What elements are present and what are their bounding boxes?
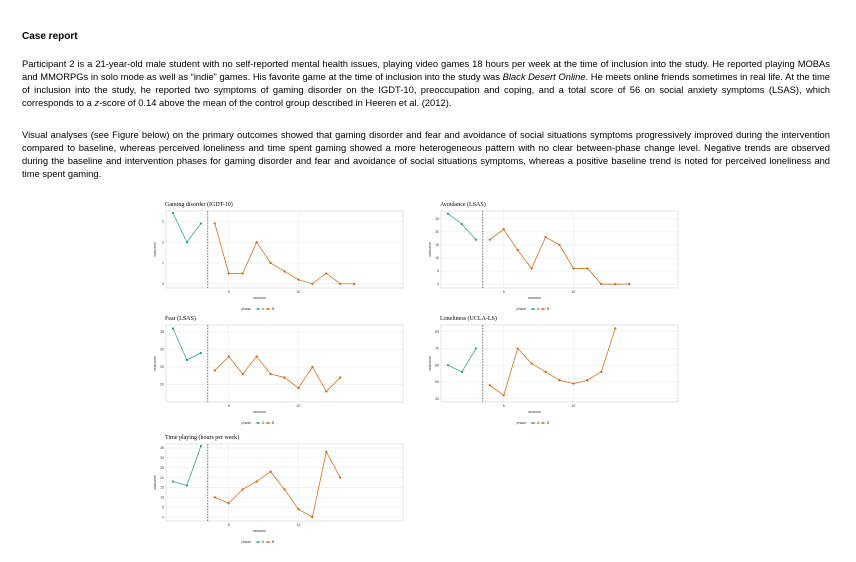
data-point-B <box>339 476 341 478</box>
paragraph-intro-part3: -score of 0.14 above the mean of the control group described in Heeren et al. (2012). <box>99 97 452 108</box>
data-point-A <box>447 364 449 366</box>
y-tick-label: 20 <box>435 230 439 235</box>
data-point-B <box>558 379 560 381</box>
legend-title: phase <box>516 421 527 426</box>
y-tick-label: 25 <box>160 365 164 370</box>
chart-svg <box>418 198 693 316</box>
data-point-A <box>461 371 463 373</box>
z-symbol: z <box>94 97 100 108</box>
legend-title: phase <box>516 307 527 312</box>
data-point-A <box>172 327 174 329</box>
legend-point-A <box>257 422 259 424</box>
data-point-B <box>325 390 327 392</box>
y-tick-label: 1 <box>162 261 164 266</box>
plot-area <box>441 325 678 402</box>
data-point-B <box>339 283 341 285</box>
legend-point-B <box>542 422 544 424</box>
paragraph-intro <box>22 57 830 109</box>
y-axis-label: outcome <box>428 242 432 257</box>
legend-label: B <box>272 421 275 426</box>
chart-title: Time playing (hours per week) <box>165 435 240 441</box>
x-tick-label: 5 <box>502 290 505 294</box>
legend-label: A <box>537 307 540 312</box>
y-tick-label: 80 <box>435 329 439 334</box>
data-point-A <box>186 484 188 486</box>
data-point-B <box>242 488 244 490</box>
y-tick-label: 50 <box>435 380 439 385</box>
data-point-A <box>186 241 188 243</box>
data-point-B <box>228 502 230 504</box>
chart-title: Loneliness (UCLA-LS) <box>440 316 497 322</box>
legend-label: A <box>262 421 265 426</box>
y-tick-label: 40 <box>435 396 439 401</box>
x-tick-label: 5 <box>227 523 230 527</box>
y-tick-label: 10 <box>160 495 164 500</box>
data-point-B <box>325 451 327 453</box>
data-point-B <box>283 376 285 378</box>
game-title: Black Desert Online <box>502 71 586 82</box>
x-tick-label: 10 <box>296 404 301 408</box>
legend-point-B <box>267 541 269 543</box>
data-point-B <box>269 471 271 473</box>
data-point-B <box>558 244 560 246</box>
paragraph-intro-part1: Participant 2 is a 21-year-old male student with no self-reported mental health issues, playing video games 18 hours per week at the time of inclusion into the study. He reported playing MOBAs and MMORPGs in solo mode as well as “indie” games. His favorite game at the time of inclusion into the study was <box>22 58 830 82</box>
x-tick-label: 5 <box>502 404 505 408</box>
data-point-B <box>297 279 299 281</box>
data-point-B <box>489 239 491 241</box>
data-point-B <box>600 371 602 373</box>
data-point-A <box>200 222 202 224</box>
data-point-B <box>214 496 216 498</box>
legend-label: A <box>537 421 540 426</box>
x-axis-label: session <box>253 529 266 533</box>
plot-area <box>166 325 403 402</box>
paragraph-intro-part2: . He meets online friends sometimes in real life. At the time of inclusion into the study, he reported two symptoms of gaming disorder on the IGDT-10, preoccupation and coping, and a total score of 56 on social anxiety symptoms (LSAS), which corresponds to a <box>22 71 831 108</box>
legend-label: B <box>272 307 275 312</box>
data-point-B <box>242 373 244 375</box>
legend-title: phase <box>241 421 252 426</box>
data-point-B <box>311 366 313 368</box>
data-point-B <box>572 267 574 269</box>
data-point-A <box>475 347 477 349</box>
data-point-B <box>614 327 616 329</box>
legend-label: A <box>262 307 265 312</box>
data-point-B <box>228 272 230 274</box>
data-point-B <box>489 384 491 386</box>
x-tick-label: 5 <box>227 290 230 294</box>
chart-title: Fear (LSAS) <box>165 316 196 322</box>
chart-svg <box>143 431 418 549</box>
data-point-B <box>256 480 258 482</box>
data-point-B <box>214 369 216 371</box>
data-point-B <box>614 283 616 285</box>
y-tick-label: 20 <box>160 382 164 387</box>
legend-point-B <box>267 422 269 424</box>
data-point-A <box>461 223 463 225</box>
data-point-B <box>228 355 230 357</box>
y-tick-label: 5 <box>437 269 439 274</box>
y-tick-label: 60 <box>435 363 439 368</box>
data-point-B <box>517 347 519 349</box>
data-point-A <box>186 359 188 361</box>
chart-svg <box>418 312 693 430</box>
paragraph-visual-analyses: Visual analyses (see Figure below) on the primary outcomes showed that gaming disorder and fear and avoidance of social situations symptoms progressively improved during the intervention compared to baseline, whereas perceived loneliness and time spent gaming showed a more heterogeneous pattern with no clear between-phase change level. Negative trends are observed during the baseline and intervention phases for gaming disorder and fear and avoidance of social situations symptoms, whereas a positive baseline trend is noted for perceived loneliness and time spent gaming. <box>22 129 830 179</box>
data-point-B <box>503 394 505 396</box>
data-point-B <box>311 516 313 518</box>
y-axis-label: outcome <box>153 356 157 371</box>
x-axis-label: session <box>253 296 266 300</box>
heading: Case report <box>22 31 78 42</box>
data-point-B <box>242 272 244 274</box>
data-point-B <box>517 249 519 251</box>
data-point-B <box>544 236 546 238</box>
y-tick-label: 25 <box>160 465 164 470</box>
x-tick-label: 10 <box>296 290 301 294</box>
data-point-B <box>586 267 588 269</box>
chart-loneliness <box>418 312 693 430</box>
data-point-B <box>311 283 313 285</box>
y-axis-label: outcome <box>153 242 157 257</box>
y-tick-label: 30 <box>160 347 164 352</box>
legend-label: B <box>272 540 275 545</box>
plot-area <box>441 211 678 288</box>
y-tick-label: 35 <box>160 446 164 451</box>
data-point-B <box>269 262 271 264</box>
data-point-B <box>628 283 630 285</box>
chart-title: Gaming disorder (IGDT-10) <box>165 202 233 208</box>
chart-svg <box>143 198 418 316</box>
y-tick-label: 0 <box>162 282 164 287</box>
data-point-A <box>172 212 174 214</box>
y-tick-label: 25 <box>435 217 439 222</box>
data-point-B <box>269 373 271 375</box>
y-tick-label: 0 <box>437 282 439 287</box>
plot-area <box>166 444 403 521</box>
plot-area <box>166 211 403 288</box>
y-tick-label: 30 <box>160 456 164 461</box>
y-tick-label: 15 <box>160 485 164 490</box>
y-tick-label: 5 <box>162 505 164 510</box>
y-tick-label: 70 <box>435 346 439 351</box>
x-axis-label: session <box>528 410 541 414</box>
y-axis-label: outcome <box>428 356 432 371</box>
data-point-A <box>200 352 202 354</box>
legend-label: B <box>547 307 550 312</box>
x-tick-label: 10 <box>296 523 301 527</box>
data-point-B <box>283 270 285 272</box>
y-tick-label: 15 <box>435 243 439 248</box>
chart-avoidance <box>418 198 693 316</box>
data-point-B <box>544 371 546 373</box>
y-axis-label: outcome <box>153 475 157 490</box>
legend-point-A <box>532 422 534 424</box>
data-point-A <box>172 480 174 482</box>
data-point-A <box>200 445 202 447</box>
x-axis-label: session <box>253 410 266 414</box>
legend-title: phase <box>241 307 252 312</box>
legend-point-A <box>257 541 259 543</box>
y-tick-label: 10 <box>435 256 439 261</box>
chart-fear <box>143 312 418 430</box>
data-point-B <box>531 267 533 269</box>
data-point-B <box>256 355 258 357</box>
legend-point-A <box>532 308 534 310</box>
legend-point-B <box>542 308 544 310</box>
legend-label: A <box>262 540 265 545</box>
data-point-B <box>353 283 355 285</box>
chart-title: Avoidance (LSAS) <box>440 202 486 208</box>
data-point-B <box>503 228 505 230</box>
x-axis-label: session <box>528 296 541 300</box>
legend-title: phase <box>241 540 252 545</box>
data-point-B <box>214 222 216 224</box>
chart-svg <box>143 312 418 430</box>
data-point-A <box>447 213 449 215</box>
data-point-B <box>572 382 574 384</box>
data-point-B <box>325 272 327 274</box>
chart-gaming-disorder <box>143 198 418 316</box>
x-tick-label: 10 <box>571 290 576 294</box>
data-point-B <box>531 362 533 364</box>
data-point-B <box>283 488 285 490</box>
legend-point-A <box>257 308 259 310</box>
data-point-B <box>297 387 299 389</box>
y-tick-label: 2 <box>162 240 164 245</box>
x-tick-label: 5 <box>227 404 230 408</box>
data-point-B <box>600 283 602 285</box>
data-point-A <box>475 239 477 241</box>
y-tick-label: 20 <box>160 475 164 480</box>
y-tick-label: 0 <box>162 515 164 520</box>
data-point-B <box>339 376 341 378</box>
data-point-B <box>297 508 299 510</box>
x-tick-label: 10 <box>571 404 576 408</box>
data-point-B <box>586 379 588 381</box>
legend-point-B <box>267 308 269 310</box>
legend-label: B <box>547 421 550 426</box>
y-tick-label: 3 <box>162 219 164 224</box>
chart-time-playing <box>143 431 418 549</box>
data-point-B <box>256 241 258 243</box>
y-tick-label: 35 <box>160 330 164 335</box>
